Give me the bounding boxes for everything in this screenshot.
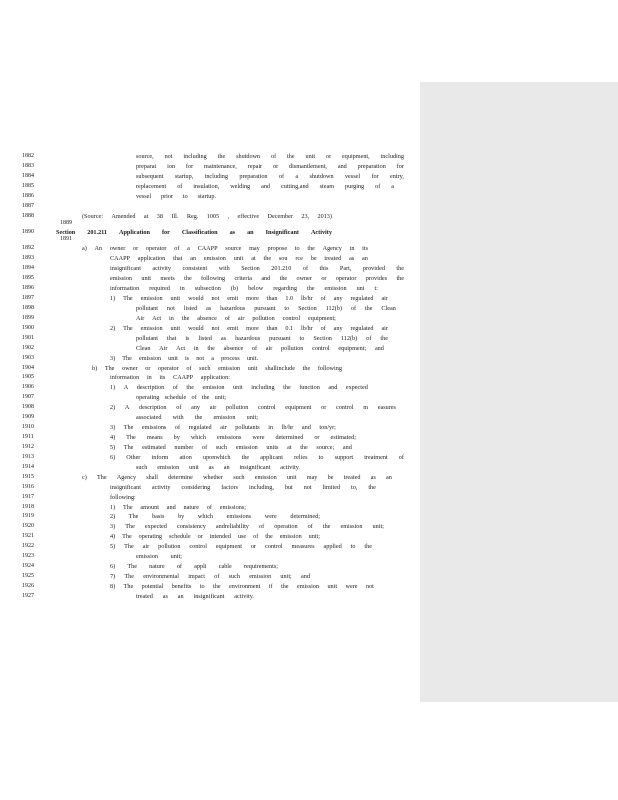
line-number: 1922 xyxy=(22,543,34,550)
line-text: 6) Other inform ation uponwhich the applicant relies to support treatment of xyxy=(110,453,404,461)
document-line xyxy=(0,354,420,363)
document-line xyxy=(0,493,420,502)
line-number: 1927 xyxy=(22,592,34,599)
document-line xyxy=(0,172,420,181)
line-number: 1900 xyxy=(22,324,34,331)
line-text: following: xyxy=(110,493,136,501)
line-number: 1896 xyxy=(22,285,34,292)
line-number: 1909 xyxy=(22,414,34,421)
line-text: vessel prior to startup. xyxy=(136,192,216,200)
line-number: 1905 xyxy=(22,374,34,381)
line-text: preparat ion for maintenance, repair or dismantlement, and preparation for xyxy=(136,162,404,170)
line-text: information in its CAAPP application: xyxy=(110,374,230,382)
document-line xyxy=(0,254,420,263)
document-line xyxy=(0,274,420,283)
document-line xyxy=(0,542,420,551)
line-number: 1884 xyxy=(22,172,34,179)
line-number: 1916 xyxy=(22,483,34,490)
document-line xyxy=(0,393,420,402)
document-line xyxy=(0,483,420,492)
line-text: source, not including the shutdown of the unit or equipment, including xyxy=(136,153,404,160)
document-line xyxy=(0,433,420,442)
line-number: 1887 xyxy=(22,202,34,209)
line-text: 3) The emission unit is not a process unit. xyxy=(110,354,258,362)
line-number: 1923 xyxy=(22,553,34,560)
document-line xyxy=(0,453,420,462)
line-number: 1882 xyxy=(22,153,34,159)
line-text: 5) The air pollution control equipment or control measures applied to the xyxy=(110,543,372,551)
line-text: 6) The nature of appli cable requirements; xyxy=(110,563,278,571)
line-text: 4) The means by which emissions were determined or estimated; xyxy=(110,434,356,442)
line-number: 1913 xyxy=(22,453,34,460)
line-text: Air Act in the absence of air pollution control equipment; xyxy=(136,314,336,322)
section-heading: Section 201.211 Application for Classification as an Insignificant Activity xyxy=(56,228,332,236)
document-line xyxy=(0,463,420,472)
line-text: such emission unit as an insignificant activity. xyxy=(136,463,300,471)
document-line xyxy=(0,314,420,323)
document-line xyxy=(0,192,420,201)
line-text: associated with the emission unit; xyxy=(136,414,258,422)
line-number: 1925 xyxy=(22,573,34,580)
line-text: pollutant not listed as hazardous pursuant to Section 112(b) of the Clean xyxy=(136,304,396,312)
document-line xyxy=(0,522,420,531)
line-text: insignificant activity consistent with Section 201.210 of this Part, provided the xyxy=(110,265,404,273)
line-text: 1) A description of the emission unit including the function and expected xyxy=(110,384,368,392)
line-number: 1910 xyxy=(22,424,34,431)
line-text: 1) The amount and nature of emissions; xyxy=(110,503,246,511)
line-text: (Source: Amended at 38 Ill. Reg. 1005 , effective December 23, 2013) xyxy=(82,212,332,220)
line-number: 1891 xyxy=(60,235,72,242)
line-text: 5) The estimated number of such emission units at the source; and xyxy=(110,443,352,451)
line-text: subsequent startup, including preparation of a shutdown vessel for entry, xyxy=(136,172,404,180)
line-text: operating schedule of the unit; xyxy=(136,394,226,402)
document-line xyxy=(0,552,420,561)
line-text: emission unit meets the following criteria and the owner or operator provides the xyxy=(110,275,404,283)
line-number: 1915 xyxy=(22,473,34,480)
line-number: 1918 xyxy=(22,503,34,510)
document-line xyxy=(0,202,420,211)
line-number: 1906 xyxy=(22,384,34,391)
line-number: 1908 xyxy=(22,404,34,411)
document-line xyxy=(0,334,420,343)
line-text: a) An owner or operator of a CAAPP source may propose to the Agency in its xyxy=(82,245,368,253)
document-line xyxy=(0,503,420,512)
line-text: 8) The potential benefits to the environment if the emission unit were not xyxy=(110,582,374,590)
line-number: 1924 xyxy=(22,563,34,570)
line-number: 1917 xyxy=(22,493,34,500)
document-line xyxy=(0,152,420,161)
line-number: 1914 xyxy=(22,463,34,470)
line-text: b) The owner or operator of such emission unit shallinclude the following xyxy=(92,364,342,372)
line-number: 1888 xyxy=(22,212,34,219)
comment-margin-panel xyxy=(420,82,618,702)
line-text: treated as an insignificant activity. xyxy=(136,592,254,600)
line-text: c) The Agency shall determine whether such emission unit may be treated as an xyxy=(82,473,392,481)
line-text: 3) The emissions of regulated air pollutants in lb/hr and ton/yr; xyxy=(110,424,336,432)
line-number: 1893 xyxy=(22,255,34,262)
document-line xyxy=(0,473,420,482)
document-line xyxy=(0,413,420,422)
document-line xyxy=(0,162,420,171)
line-text: information required in subsection (b) below regarding the emission uni t: xyxy=(110,285,378,293)
line-number: 1885 xyxy=(22,182,34,189)
line-text: 1) The emission unit would not emit more than 1.0 lb/hr of any regulated air xyxy=(110,294,388,302)
document-line xyxy=(0,403,420,412)
line-number: 1890 xyxy=(22,228,34,235)
document-line xyxy=(0,373,420,382)
line-number: 1895 xyxy=(22,275,34,282)
line-text: 3) The expected consistency andreliability of operation of the emission unit; xyxy=(110,523,384,531)
document-line xyxy=(0,344,420,353)
line-text: emission unit; xyxy=(136,553,182,561)
document-line xyxy=(0,383,420,392)
line-number: 1889 xyxy=(60,219,72,226)
document-line xyxy=(0,294,420,303)
line-number: 1904 xyxy=(22,364,34,371)
document-line xyxy=(0,364,420,373)
document-line xyxy=(0,532,420,541)
line-text: Clean Air Act in the absence of air pollution control equipment; and xyxy=(136,344,384,352)
document-line xyxy=(0,304,420,313)
line-text: 2) The emission unit would not emit more than 0.1 lb/hr of any regulated air xyxy=(110,324,388,332)
line-number: 1907 xyxy=(22,394,34,401)
document-line xyxy=(0,324,420,333)
line-number: 1903 xyxy=(22,354,34,361)
line-number: 1886 xyxy=(22,192,34,199)
line-text: insignificant activity considering factors including, but not limited to, the xyxy=(110,483,376,491)
line-text: replacement of insulation, welding and cutting,and steam purging of a xyxy=(136,182,394,190)
document-line xyxy=(0,582,420,591)
line-number: 1926 xyxy=(22,582,34,589)
line-number: 1898 xyxy=(22,304,34,311)
line-number: 1899 xyxy=(22,314,34,321)
line-text: 2) A description of any air pollution control equipment or control m easures xyxy=(110,404,396,412)
line-number: 1897 xyxy=(22,294,34,301)
line-number: 1883 xyxy=(22,162,34,169)
line-number: 1920 xyxy=(22,523,34,530)
line-number: 1912 xyxy=(22,443,34,450)
document-line xyxy=(0,512,420,521)
line-number: 1901 xyxy=(22,334,34,341)
document-line xyxy=(0,592,420,601)
document-line xyxy=(0,244,420,253)
line-number: 1894 xyxy=(22,265,34,272)
line-text: pollutant that is listed as hazardous pursuant to Section 112(b) of the xyxy=(136,334,388,342)
line-text: 2) The basis by which emissions were determined; xyxy=(110,513,320,521)
line-number: 1921 xyxy=(22,533,34,540)
line-number: 1919 xyxy=(22,513,34,520)
document-line xyxy=(0,572,420,581)
document-line xyxy=(0,423,420,432)
document-line xyxy=(0,182,420,191)
document-line xyxy=(0,562,420,571)
line-number: 1892 xyxy=(22,245,34,252)
document-line xyxy=(0,443,420,452)
document-line xyxy=(0,284,420,293)
line-number: 1911 xyxy=(22,434,34,441)
line-text: 7) The environmental impact of such emission unit; and xyxy=(110,573,310,581)
document-line xyxy=(0,264,420,273)
line-text: 4) The operating schedule or intended use of the emission unit; xyxy=(110,533,320,541)
line-text: CAAPP application that an emission unit at the sou rce be treated as an xyxy=(110,255,368,263)
line-number: 1902 xyxy=(22,344,34,351)
